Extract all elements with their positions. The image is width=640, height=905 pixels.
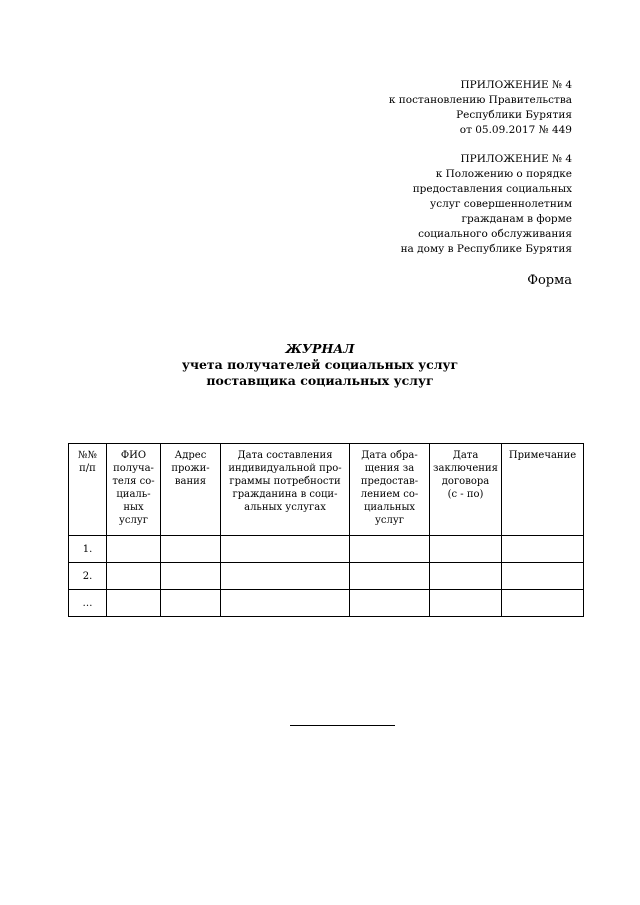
header-text-line: альных услугах [244, 502, 326, 513]
title-line-subject: учета получателей социальных услуг [181, 357, 459, 372]
header-text-line: лением со- [360, 489, 419, 500]
column-header-recipient-name [107, 444, 161, 536]
header-text-line: циальных [363, 502, 416, 513]
table-cell [107, 563, 161, 590]
table-cell [430, 536, 502, 563]
table-row [69, 536, 584, 563]
column-header-contract-date [430, 444, 502, 536]
table-cell [221, 590, 350, 617]
header-text-line: услуг [119, 515, 148, 526]
header-text-line: граммы потребности [229, 476, 341, 487]
header-text-line: (с - по) [447, 489, 484, 500]
table-cell [350, 536, 430, 563]
header-text-line: циаль- [116, 489, 151, 500]
column-header-number [69, 444, 107, 536]
column-header-note [502, 444, 584, 536]
document-title [0, 341, 640, 389]
header-text-line: вания [174, 476, 207, 487]
header-text-line: индивидуальной про- [228, 463, 342, 474]
table-cell [161, 536, 221, 563]
closing-rule [290, 725, 395, 726]
table-cell [107, 590, 161, 617]
journal-table-body [69, 536, 584, 617]
table-cell [502, 590, 584, 617]
column-header-address [161, 444, 221, 536]
table-row [69, 563, 584, 590]
table-cell [502, 563, 584, 590]
header-text-line: получа- [113, 463, 154, 474]
title-line-journal: ЖУРНАЛ [285, 341, 355, 356]
table-cell [107, 536, 161, 563]
appendix-header-government-decree [312, 78, 572, 138]
table-cell [350, 563, 430, 590]
journal-table [68, 443, 584, 617]
appendix-line: услуг совершеннолетним [430, 198, 572, 210]
column-header-request-date [350, 444, 430, 536]
column-header-program-date [221, 444, 350, 536]
header-text-line: ных [123, 502, 144, 513]
appendix-line: к Положению о порядке [435, 168, 572, 180]
appendix-line: гражданам в форме [461, 213, 572, 225]
header-text-line: Дата составления [237, 450, 333, 461]
row-number-cell: 1. [69, 536, 107, 563]
header-text-line: щения за [364, 463, 415, 474]
form-label: Форма [527, 273, 572, 288]
header-text-line: договора [441, 476, 490, 487]
title-line-provider: поставщика социальных услуг [206, 373, 434, 388]
appendix-header-regulation [312, 152, 572, 257]
table-row [69, 590, 584, 617]
table-cell [430, 590, 502, 617]
table-cell [430, 563, 502, 590]
appendix-line: социального обслуживания [418, 228, 572, 240]
table-cell [221, 563, 350, 590]
appendix-line: на дому в Республике Бурятия [400, 243, 572, 255]
table-cell [350, 590, 430, 617]
table-cell [161, 590, 221, 617]
appendix-line: предоставления социальных [412, 183, 572, 195]
header-text-line: заключения [433, 463, 498, 474]
header-text-line: теля со- [112, 476, 155, 487]
header-text-line: п/п [79, 463, 96, 474]
header-text-line: ФИО [120, 450, 147, 461]
appendix-line: от 05.09.2017 № 449 [459, 124, 572, 136]
header-text-line: Дата [452, 450, 479, 461]
header-text-line: предостав- [360, 476, 419, 487]
header-text-line: гражданина в соци- [232, 489, 338, 500]
header-text-line: Примечание [508, 450, 577, 461]
table-cell [161, 563, 221, 590]
row-number-cell: … [69, 590, 107, 617]
header-text-line: №№ [78, 450, 97, 461]
appendix-line: к постановлению Правительства [388, 94, 572, 106]
header-text-line: прожи- [171, 463, 210, 474]
appendix-line: Республики Бурятия [456, 109, 572, 121]
header-text-line: Адрес [174, 450, 207, 461]
table-cell [502, 536, 584, 563]
header-text-line: Дата обра- [361, 450, 418, 461]
row-number-cell: 2. [69, 563, 107, 590]
table-cell [221, 536, 350, 563]
header-text-line: услуг [375, 515, 404, 526]
appendix-line: ПРИЛОЖЕНИЕ № 4 [460, 79, 572, 91]
table-header-row [69, 444, 584, 536]
appendix-line: ПРИЛОЖЕНИЕ № 4 [460, 153, 572, 165]
